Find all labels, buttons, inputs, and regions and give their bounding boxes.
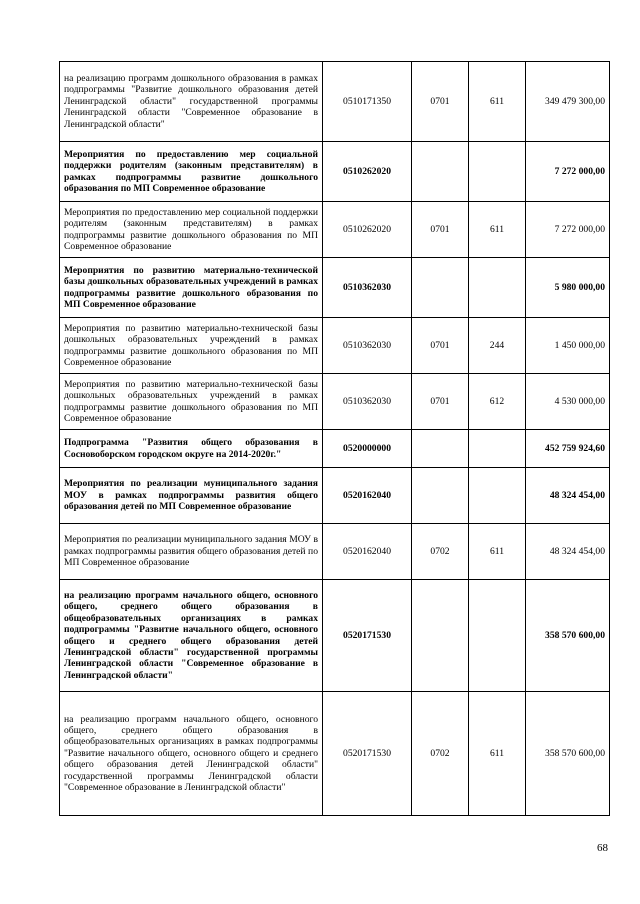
row-type-cell [469, 580, 526, 692]
row-section-cell: 0702 [412, 524, 469, 580]
table-row [60, 318, 610, 374]
table-row [60, 202, 610, 258]
table-row [60, 258, 610, 318]
row-code-cell: 0510171350 [323, 62, 412, 142]
row-type-cell: 244 [469, 318, 526, 374]
row-type-cell: 611 [469, 692, 526, 816]
row-code-cell: 0510362030 [323, 318, 412, 374]
table-row [60, 524, 610, 580]
row-code-cell: 0520000000 [323, 430, 412, 468]
row-name-cell: на реализацию программ начального общего, основного общего, среднего общего образования в общеобразовательных организациях в рамках подпрограммы "Развитие начального общего, основного общего и среднего общего образования детей Ленинградской области" государственной программы Ленинградской области "Современное образование в Ленинградской области" [60, 692, 323, 816]
row-name-cell: Мероприятия по реализации муниципального задания МОУ в рамках подпрограммы развития общего образования детей по МП Современное образование [60, 468, 323, 524]
row-section-cell: 0701 [412, 374, 469, 430]
row-amount-cell: 358 570 600,00 [526, 580, 610, 692]
row-amount-cell: 4 530 000,00 [526, 374, 610, 430]
budget-table [59, 61, 610, 816]
row-amount-cell: 48 324 454,00 [526, 524, 610, 580]
row-section-cell: 0701 [412, 62, 469, 142]
table-row [60, 62, 610, 142]
row-code-cell: 0520171530 [323, 692, 412, 816]
row-section-cell [412, 468, 469, 524]
row-amount-cell: 48 324 454,00 [526, 468, 610, 524]
row-amount-cell: 5 980 000,00 [526, 258, 610, 318]
row-code-cell: 0520162040 [323, 468, 412, 524]
table-row [60, 580, 610, 692]
row-type-cell [469, 468, 526, 524]
page-number: 68 [597, 842, 608, 854]
row-amount-cell: 358 570 600,00 [526, 692, 610, 816]
row-code-cell: 0510362030 [323, 374, 412, 430]
row-code-cell: 0510262020 [323, 202, 412, 258]
budget-table-body [60, 62, 610, 816]
table-row [60, 142, 610, 202]
row-name-cell: на реализацию программ начального общего, основного общего, среднего общего образования в общеобразовательных организациях в рамках подпрограммы "Развитие начального общего, основного общего и среднего общего образования детей Ленинградской области" государственной программы Ленинградской области "Современное образование в Ленинградской области" [60, 580, 323, 692]
row-amount-cell: 7 272 000,00 [526, 142, 610, 202]
row-amount-cell: 7 272 000,00 [526, 202, 610, 258]
row-section-cell [412, 580, 469, 692]
table-row [60, 430, 610, 468]
row-type-cell: 611 [469, 62, 526, 142]
row-name-cell: Мероприятия по предоставлению мер социальной поддержки родителям (законным представителям) в рамках подпрограммы развитие дошкольного образования по МП Современное образование [60, 142, 323, 202]
row-section-cell: 0701 [412, 202, 469, 258]
row-code-cell: 0520162040 [323, 524, 412, 580]
row-name-cell: Мероприятия по предоставлению мер социальной поддержки родителям (законным представителям) в рамках подпрограммы развитие дошкольного образования по МП Современное образование [60, 202, 323, 258]
row-amount-cell: 452 759 924,60 [526, 430, 610, 468]
row-type-cell: 611 [469, 524, 526, 580]
row-name-cell: Мероприятия по развитию материально-технической базы дошкольных образовательных учреждений в рамках подпрограммы развитие дошкольного образования по МП Современное образование [60, 258, 323, 318]
row-code-cell: 0520171530 [323, 580, 412, 692]
row-section-cell [412, 258, 469, 318]
row-name-cell: Мероприятия по развитию материально-технической базы дошкольных образовательных учреждений в рамках подпрограммы развитие дошкольного образования по МП Современное образование [60, 374, 323, 430]
row-type-cell [469, 430, 526, 468]
row-type-cell: 611 [469, 202, 526, 258]
row-name-cell: на реализацию программ дошкольного образования в рамках подпрограммы "Развитие дошкольного образования детей Ленинградской области" государственной программы Ленинградской области "Современное образование в Ленинградской области" [60, 62, 323, 142]
table-row [60, 374, 610, 430]
row-section-cell [412, 142, 469, 202]
table-row [60, 692, 610, 816]
row-name-cell: Мероприятия по реализации муниципального задания МОУ в рамках подпрограммы развития общего образования детей по МП Современное образование [60, 524, 323, 580]
row-type-cell: 612 [469, 374, 526, 430]
row-type-cell [469, 258, 526, 318]
row-amount-cell: 1 450 000,00 [526, 318, 610, 374]
row-section-cell [412, 430, 469, 468]
row-amount-cell: 349 479 300,00 [526, 62, 610, 142]
table-row [60, 468, 610, 524]
row-name-cell: Подпрограмма "Развития общего образования в Сосновоборском городском округе на 2014-2020г." [60, 430, 323, 468]
row-section-cell: 0701 [412, 318, 469, 374]
row-section-cell: 0702 [412, 692, 469, 816]
row-code-cell: 0510362030 [323, 258, 412, 318]
row-name-cell: Мероприятия по развитию материально-технической базы дошкольных образовательных учреждений в рамках подпрограммы развитие дошкольного образования по МП Современное образование [60, 318, 323, 374]
row-code-cell: 0510262020 [323, 142, 412, 202]
row-type-cell [469, 142, 526, 202]
